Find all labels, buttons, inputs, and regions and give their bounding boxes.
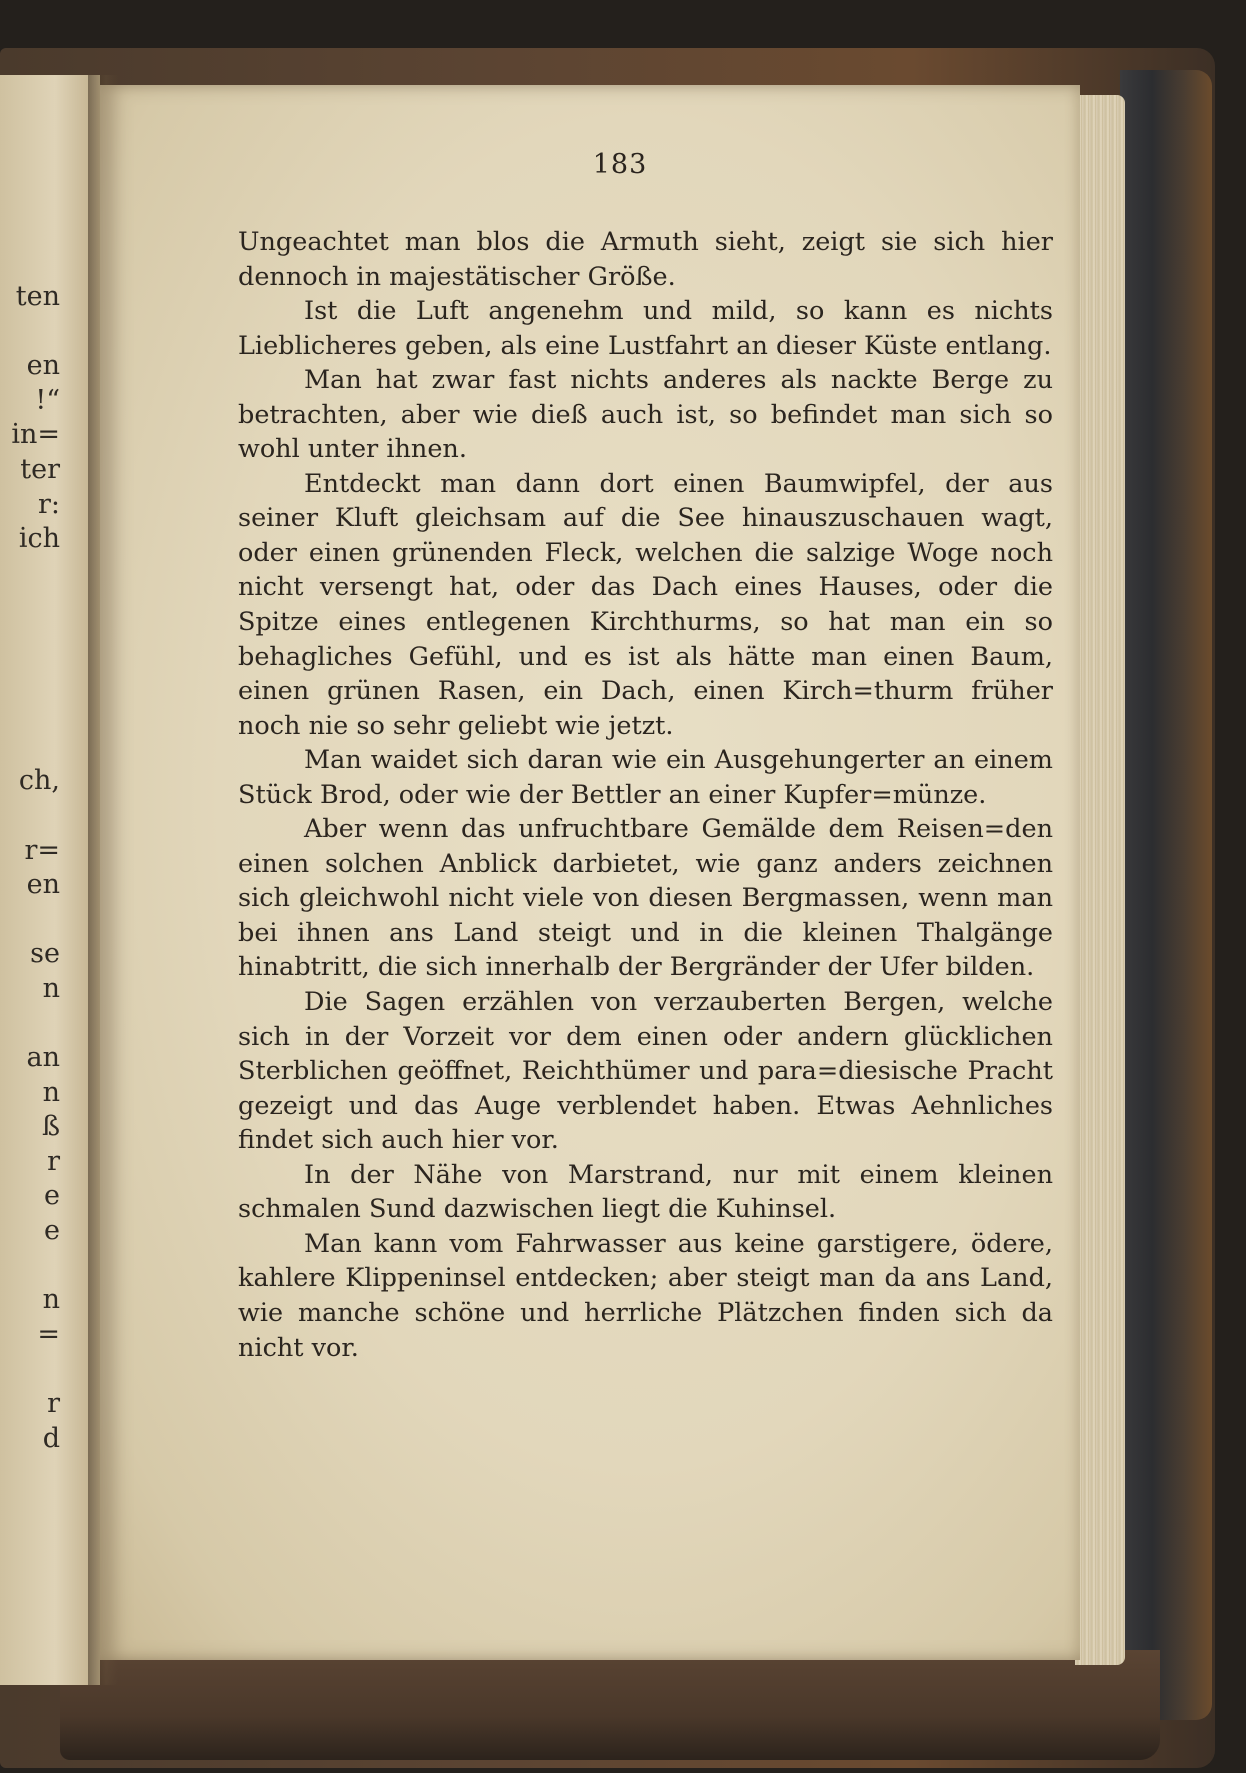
left-page-fragment: = (37, 1318, 60, 1350)
paragraph-4: Entdeckt man dann dort einen Baumwipfel, der aus seiner Kluft gleichsam auf die See hinauszuschauen wagt, oder einen grünenden Fleck, welchen die salzige Woge noch nicht versengt hat, oder das Dach eines Hauses, oder die Spitze eines entlegenen Kirchthurms, so hat man ein so behagliches Gefühl, und es ist als hätte man einen Baum, einen grünen Rasen, ein Dach, einen Kirch=thurm früher noch nie so sehr geliebt wie jetzt. (238, 468, 1053, 741)
left-page-fragment: ten (15, 281, 60, 312)
left-page-fragment (0, 799, 60, 834)
paragraph-6: Aber wenn das unfruchtbare Gemälde dem Reisen=den einen solchen Anblick darbietet, wie ganz anders zeichnen sich gleichwohl nicht viele von diesen Bergmassen, wenn man bei ihnen ans Land steigt und in die kleinen Thalgänge hinabtritt, die sich innerhalb der Bergränder der Ufer bilden. (238, 814, 1053, 983)
left-page-fragment: r= (24, 834, 60, 866)
left-page-fragment: en (26, 350, 60, 382)
left-page-fragment: ter (20, 453, 60, 485)
left-page-fragment: in= (11, 419, 60, 451)
paragraph-5: Man waidet sich daran wie ein Ausgehungerter an einem Stück Brod, oder wie der Bettler an einer Kupfer=münze. (238, 745, 1053, 810)
paragraph-2: Ist die Luft angenehm und mild, so kann es nichts Lieblicheres geben, als eine Lustfahrt an dieser Küste entlang. (238, 296, 1053, 361)
left-page-fragment: se (30, 938, 60, 970)
left-page-fragment (0, 1006, 60, 1041)
left-page-fragment: e (44, 1180, 60, 1212)
left-page-fragment: e (44, 1215, 60, 1247)
left-page-fragment (0, 591, 60, 626)
page-number: 183 (592, 149, 648, 180)
left-page-fragment (0, 1249, 60, 1284)
left-page-fragment (0, 730, 60, 765)
book-spine-edge (1120, 70, 1212, 1720)
page-stack-edges (1075, 95, 1125, 1665)
paragraph-8: In der Nähe von Marstrand, nur mit einem kleinen schmalen Sund dazwischen liegt die Kuhinsel. (238, 1159, 1053, 1225)
page-text (238, 225, 1053, 1365)
left-page-fragment (0, 626, 60, 661)
left-page-fragment: n (42, 972, 60, 1004)
left-page-fragment: n (42, 1076, 60, 1108)
left-page-fragment: an (26, 1042, 60, 1074)
left-page-fragment: n (42, 1284, 60, 1316)
book-cover-bottom (60, 1650, 1160, 1760)
left-page-fragment: r (47, 1145, 60, 1177)
left-page-fragment: r (47, 1388, 60, 1419)
left-page-fragment (0, 557, 60, 592)
left-page-fragment (0, 1352, 60, 1387)
left-page-fragment (0, 903, 60, 938)
left-page-fragment (0, 695, 60, 730)
left-page-fragment: r: (37, 488, 60, 520)
left-page-fragment: en (26, 869, 60, 901)
paragraph-1: Ungeachtet man blos die Armuth sieht, zeigt sie sich hier dennoch in majestätischer Größe. (238, 227, 1053, 292)
left-page-fragment: d (42, 1422, 60, 1454)
left-page-fragment: ich (18, 523, 60, 555)
paragraph-7: Die Sagen erzählen von verzauberten Bergen, welche sich in der Vorzeit vor dem einen oder andern glücklichen Sterblichen geöffnet, Reichthümer und para=diesische Pracht gezeigt und das Auge verblendet haben. Etwas Aehnliches findet sich auch hier vor. (238, 987, 1053, 1156)
right-page (100, 85, 1080, 1660)
paragraph-3: Man hat zwar fast nichts anderes als nackte Berge zu betrachten, aber wie dieß auch ist, so befindet man sich so wohl unter ihnen. (238, 365, 1053, 465)
left-page-fragment (0, 315, 60, 350)
left-page-fragment: ß (41, 1111, 60, 1143)
left-page-fragment: ch, (18, 765, 60, 797)
left-facing-page (0, 75, 100, 1685)
left-page-line-endings (0, 280, 60, 1456)
left-page-fragment (0, 661, 60, 696)
left-page-fragment: !“ (35, 384, 60, 416)
paragraph-9: Man kann vom Fahrwasser aus keine garstigere, ödere, kahlere Klippeninsel entdecken; aber steigt man da ans Land, wie manche schöne und herrliche Plätzchen finden sich da nicht vor. (238, 1228, 1053, 1363)
